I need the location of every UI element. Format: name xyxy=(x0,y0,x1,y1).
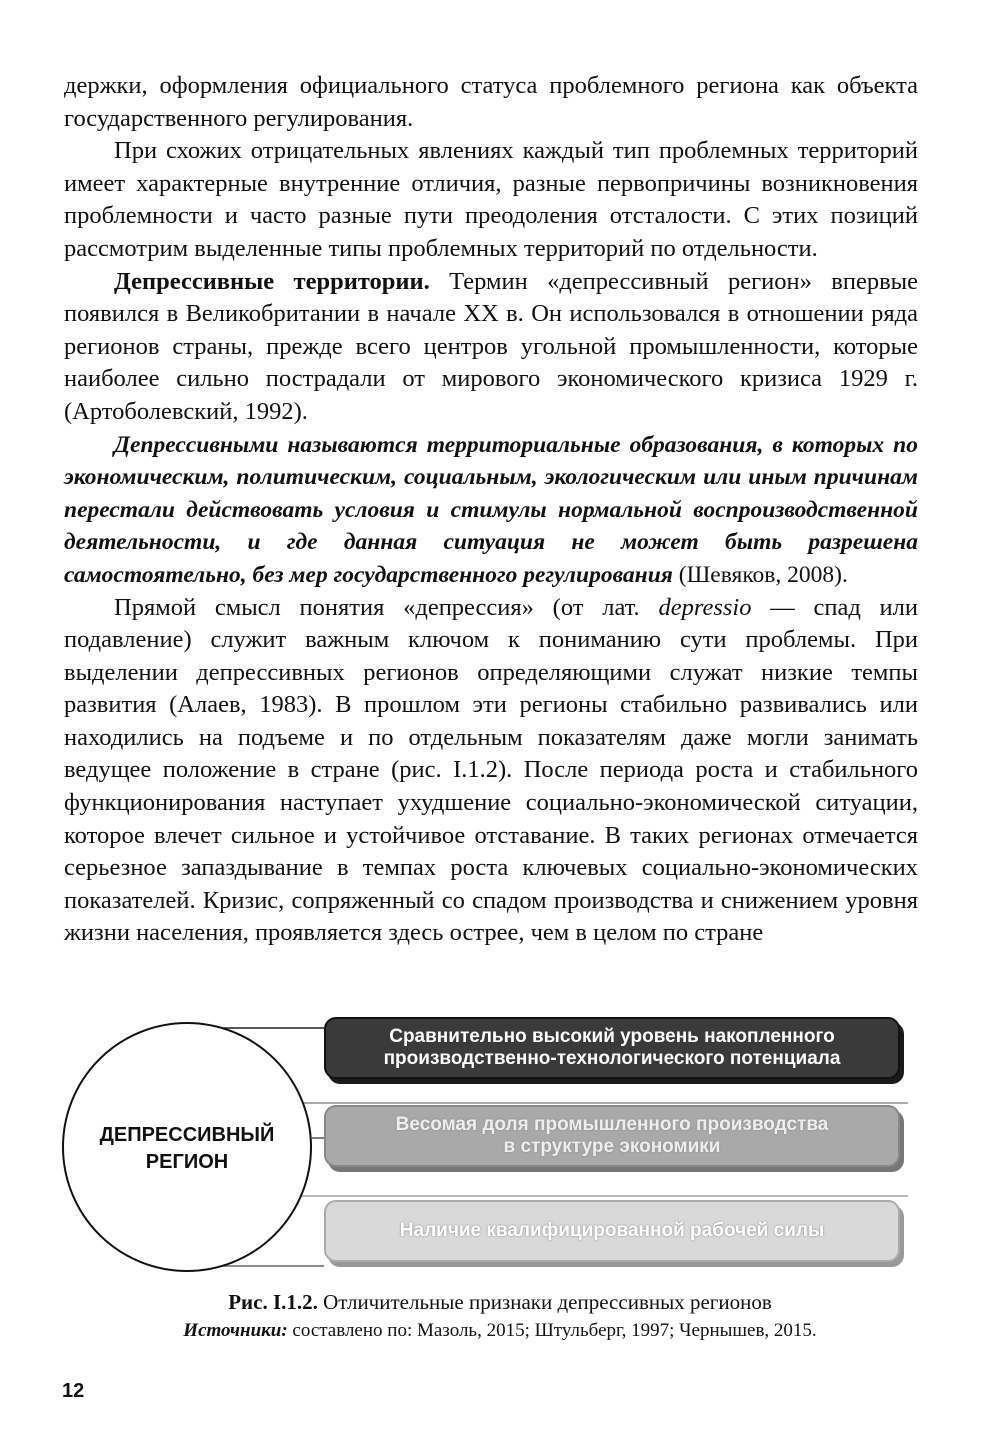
feature-bar-labor-text xyxy=(400,1220,824,1242)
feature-bar-industry-text xyxy=(396,1114,829,1158)
circle-label-line1: ДЕПРЕССИВНЫЙ xyxy=(99,1124,275,1146)
feature-bar-skilled-labor xyxy=(324,1200,900,1262)
paragraph-depressive-territories xyxy=(64,266,918,429)
figure-number: Рис. I.1.2. xyxy=(228,1290,318,1314)
figure-depressive-region xyxy=(62,1010,922,1280)
feature-bar-potential-text xyxy=(384,1026,841,1070)
feature-bar-potential xyxy=(324,1017,900,1079)
definition-paragraph xyxy=(64,429,918,592)
definition-source: (Шевяков, 2008). xyxy=(672,561,848,588)
paragraph-depression-meaning xyxy=(64,592,918,951)
figure-caption xyxy=(0,1290,1000,1315)
page-number: 12 xyxy=(62,1380,85,1402)
paragraph-continuation: держки, оформления официального статуса проблемного региона как объекта государственного регулирования. xyxy=(64,72,918,132)
sources-label: Источники: xyxy=(183,1320,288,1341)
definition-text: Депрессивными называются территориальные образования, в которых по экономическим, политическим, социальным, экологическим или иным причинам перестали действовать условия и стимулы нормальной воспроизводственной деятельности, и где данная ситуация не может быть разрешена самостоятельно, без мер государственного регулирования xyxy=(64,431,918,588)
paragraph-problem-types: При схожих отрицательных явлениях каждый тип проблемных территорий имеет характерные внутренние отличия, разные первопричины возникновения проблемности и часто разные пути преодоления отсталости. С этих позиций рассмотрим выделенные типы проблемных территорий по отдельности. xyxy=(64,137,918,262)
figure-sources xyxy=(0,1320,1000,1342)
para4-start: Прямой смысл понятия «депрессия» (от лат. xyxy=(114,593,659,621)
feature-bar-industry-share xyxy=(324,1105,900,1167)
figure-title: Отличительные признаки депрессивных регионов xyxy=(317,1290,772,1314)
sources-text: составлено по: Мазоль, 2015; Штульберг, 1997; Чернышев, 2015. xyxy=(287,1320,817,1341)
bar2-line2: в структуре экономики xyxy=(503,1136,721,1157)
term-heading: Депрессивные территории. xyxy=(114,267,430,295)
circle-label-line2: РЕГИОН xyxy=(145,1151,229,1173)
bar2-line1: Весомая доля промышленного производства xyxy=(395,1114,829,1135)
para4-rest: — спад или подавление) служит важным ключом к пониманию сути проблемы. При выделении депрессивных регионов определяющими служат низкие темпы развития (Алаев, 1983). В прошлом эти регионы стабильно развивались или находились на подъеме и по отдельным показателям даже могли занимать ведущее положение в стране (рис. I.1.2). После периода роста и стабильного функционирования наступает ухудшение социально-экономической ситуации, которое влечет сильное и устойчивое отставание. В таких регионах отмечается серьезное запаздывание в темпах роста ключевых социально-экономических показателей. Кризис, сопряженный со спадом производства и снижением уровня жизни населения, проявляется здесь острее, чем в целом по стране xyxy=(64,593,918,947)
body-text xyxy=(64,70,918,950)
bar1-line2: производственно-технологического потенциала xyxy=(383,1048,841,1069)
bar1-line1: Сравнительно высокий уровень накопленного xyxy=(389,1026,835,1047)
latin-term: depressio xyxy=(658,593,752,621)
circle-label xyxy=(62,1122,312,1176)
paragraph-depressive-text: Термин «депрессивный регион» впервые появился в Великобритании в начале XX в. Он использовался в отношении ряда регионов страны, прежде всего центров угольной промышленности, которые наиболее сильно пострадали от мирового экономического кризиса 1929 г. (Артоболевский, 1992). xyxy=(64,267,918,425)
bar3-line1: Наличие квалифицированной рабочей силы xyxy=(399,1220,825,1241)
